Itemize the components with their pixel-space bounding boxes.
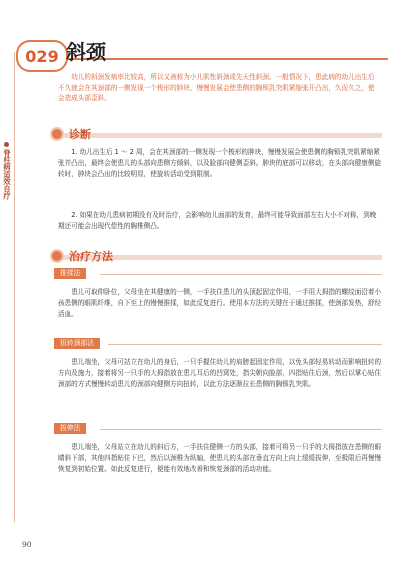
method-label: 推揉法 bbox=[54, 268, 86, 279]
section-number-badge: 029 bbox=[16, 40, 68, 72]
method-text: 患儿可取仰卧位，父母坐在其健康的一侧，一手扶住患儿的头顶起固定作用，一手用大拇指的螺纹面沿着小孩患侧的眼肌纤维，自下至上的慢慢推揉，如此反复进行。使用本方法的关键在于通过推揉，使颈部发热，舒经活血。 bbox=[58, 288, 382, 318]
sidebar bbox=[0, 52, 15, 522]
page-title: 斜颈 bbox=[66, 40, 106, 64]
page-number: 90 bbox=[22, 540, 32, 549]
diagnosis-paragraph-2: 2. 如果在幼儿患病初期没有及时治疗，会影响幼儿面部的发育，最终可能导致面部左右大小不对称，到晚期还可能会出现代偿性的胸椎侧凸。 bbox=[58, 211, 377, 230]
method-rule bbox=[108, 344, 382, 345]
treatment-title: 治疗方法 bbox=[69, 250, 113, 263]
sidebar-bullet-icon bbox=[4, 142, 9, 147]
method-label: 扭转颈部法 bbox=[54, 338, 100, 349]
diagnosis-paragraph-1: 1. 幼儿出生后 1 ～ 2 周，会在其颈部的一侧发现一个梭形的肿块，慢慢发展会使患侧的胸锁乳突肌紧缩紧张并凸出，最终会使患儿的头部向患侧方倾斜，以及脸部向健侧歪斜。肿块的底部可以移动，在头部向健康侧旋转时，肿块会凸出的比较明显，使旋转活动受到限制。 bbox=[58, 148, 382, 178]
treatment-heading bbox=[50, 248, 113, 264]
diagnosis-bar bbox=[58, 133, 382, 138]
treatment-dot-icon bbox=[50, 249, 64, 263]
diagnosis-heading bbox=[50, 126, 91, 142]
header-rule bbox=[66, 58, 388, 60]
method-text: 患儿端坐，父母可站立在幼儿的身后，一只手握住幼儿的肩膀起固定作用，以免头部轻易转动而影响扭转的方向及施力，接着将另一只手的大拇指放在患儿耳后的凹窝处，指尖朝向脸部，四指贴住后颈，然后以掌心贴住颈部的方式慢慢转动患儿的颈部向健侧方向扭转，以此方法逐渐拉长患侧的胸锁乳突肌。 bbox=[58, 358, 382, 388]
intro-text: 幼儿的斜颈发病率比较高，所以又被称为小儿肌性斜颈或先天性斜颈。一般情况下，患此病的幼儿出生后不久就会在其颈部的一侧发现一个梭形的肿块，慢慢发展会使患侧的胸锁乳突肌紧缩张开凸出，久而久之，使会造成头部歪斜。 bbox=[58, 73, 375, 102]
sidebar-label: 脊柱病适效自疗 bbox=[3, 149, 12, 200]
method-rule bbox=[100, 429, 382, 430]
method-label: 拔伸法 bbox=[54, 423, 86, 434]
diagnosis-title: 诊断 bbox=[69, 128, 91, 141]
diagnosis-dot-icon bbox=[50, 127, 64, 141]
method-text: 患儿端坐，父母站立在幼儿的斜后方，一手扶住健侧一方的头部，接着可将另一只手的大拇指放在患侧的眼睛斜下部，其他四指贴住下巴，然后以颈椎为纵轴，使患儿的头部在垂直方向上向上缓缓拔伸，至极限后再慢慢恢复到初始位置。如此反复进行，便能有效地改善和恢复颈部的活动功能。 bbox=[58, 443, 382, 473]
method-rule bbox=[100, 274, 382, 275]
